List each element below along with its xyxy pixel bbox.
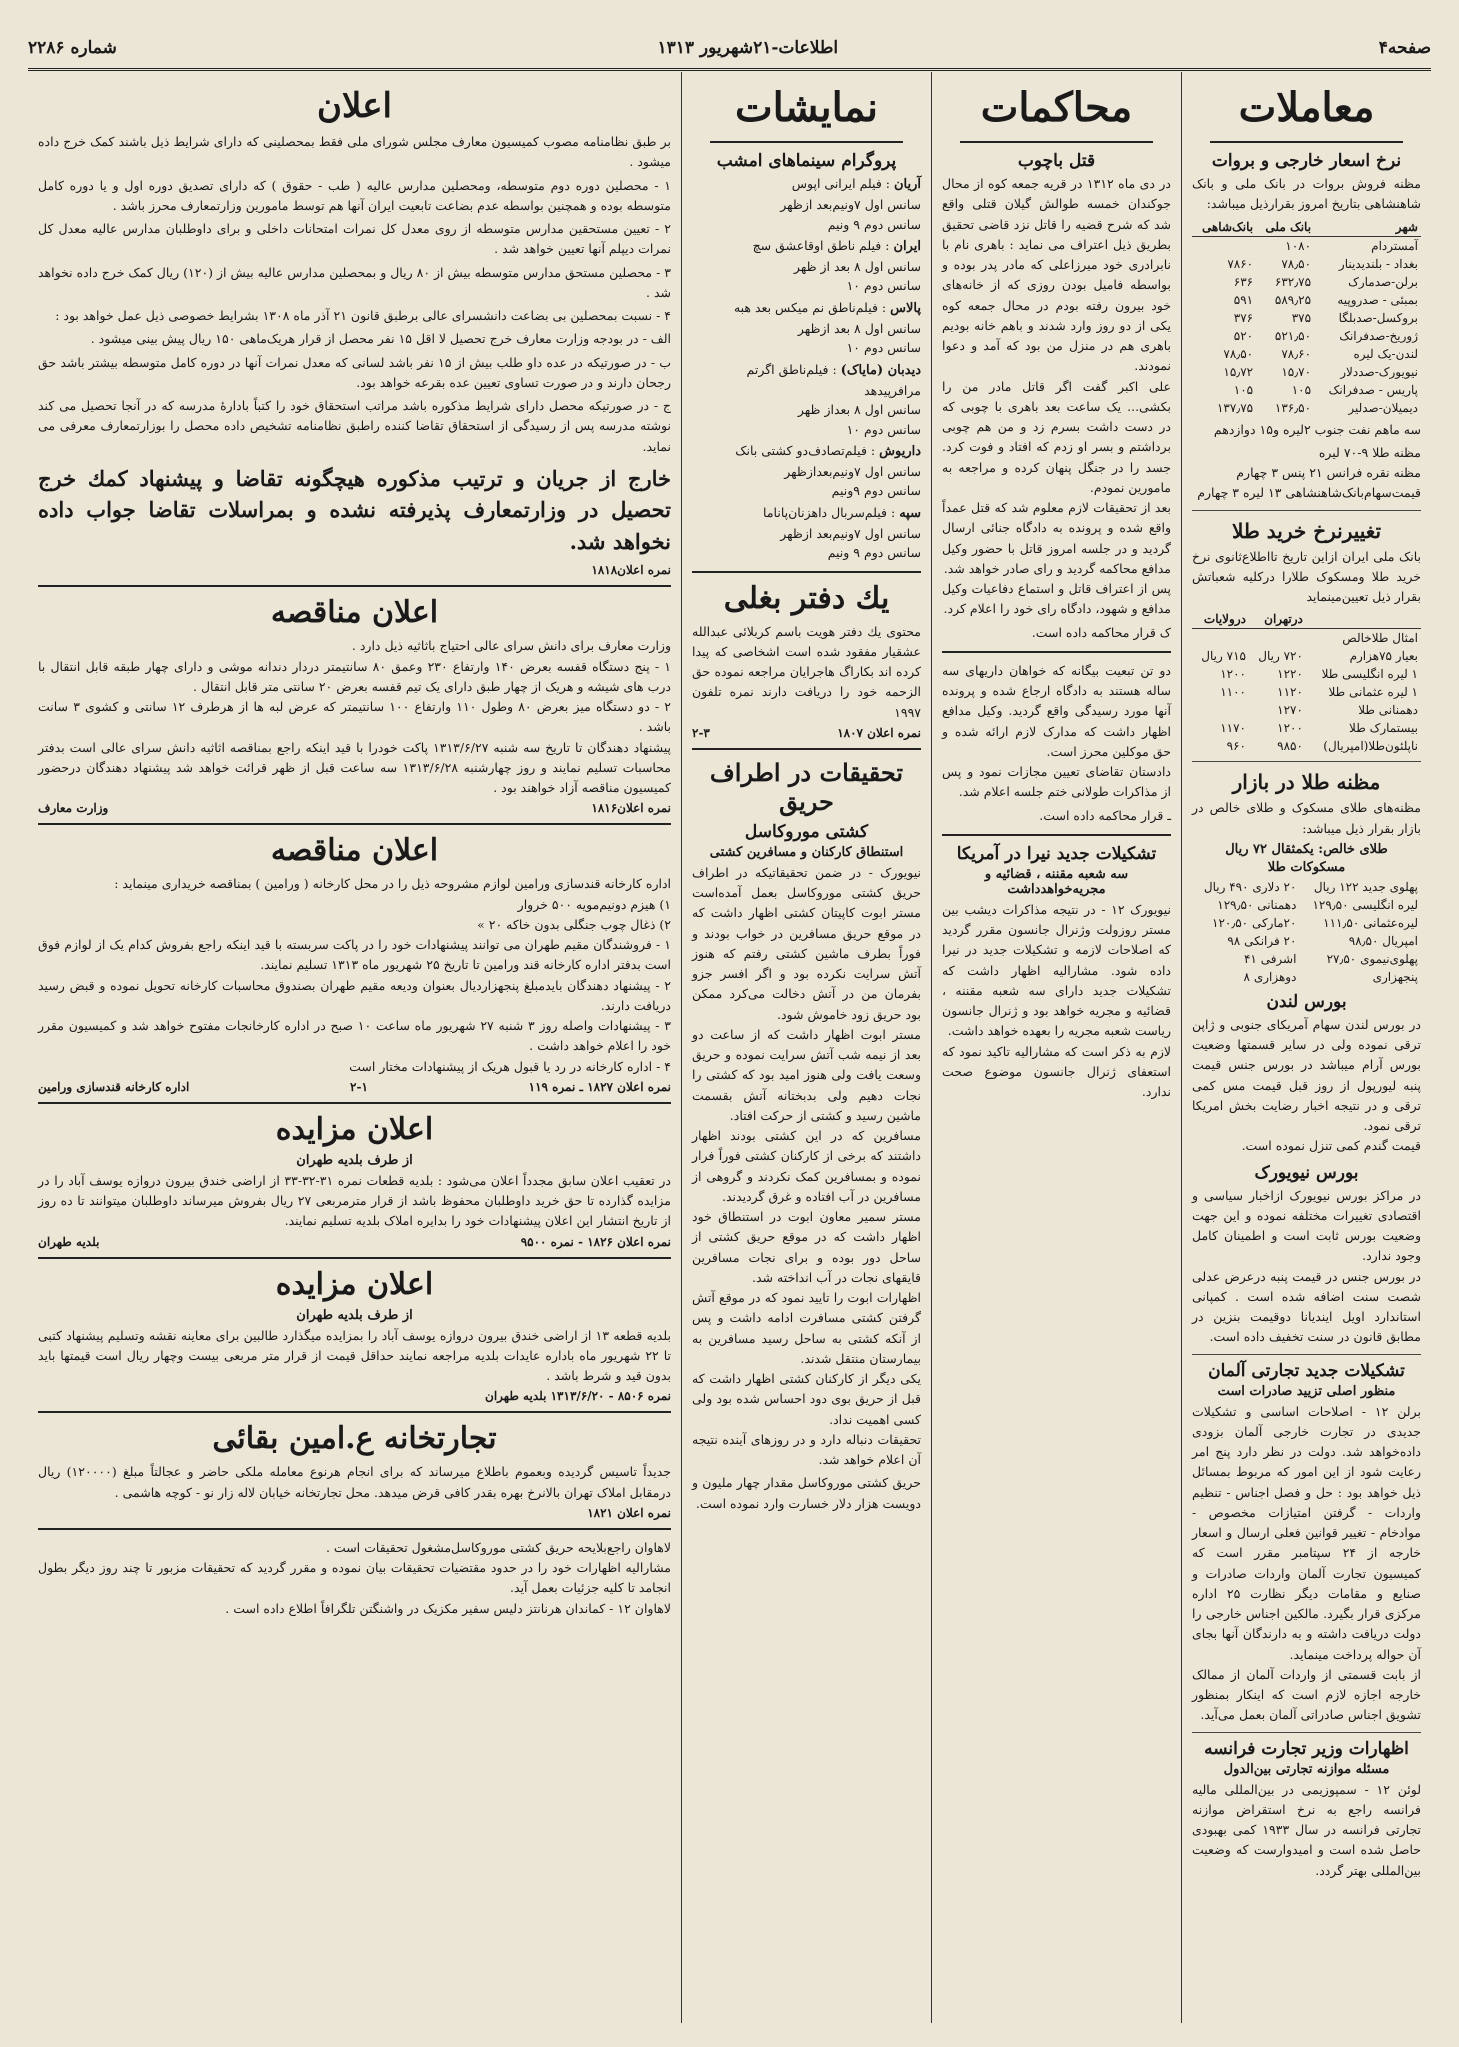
column-trials: [931, 72, 1181, 2023]
table-cell: بمبئی - صدروپیه: [1337, 292, 1418, 307]
table-cell: ۹۶۰: [1226, 739, 1246, 754]
table-cell: آمستردام: [1371, 238, 1418, 253]
table-header-cell: بانک‌شاهی: [1192, 218, 1256, 237]
cinema-item: سپه : فیلم‌سربال داهزنان‌پاناما سانس اول ۷ونیم‌بعد ازظهر سانس دوم ۹ ونیم: [763, 504, 921, 561]
tender1-footer: نمره اعلان۱۸۱۶ وزارت معارف: [38, 801, 671, 816]
cinema-name: دیدبان (مایاک): [840, 362, 921, 378]
table-cell: امثال طلاخالص: [1342, 631, 1418, 646]
table-cell: ۶۳۲٫۷۵: [1274, 274, 1312, 289]
table-row: [1192, 719, 1421, 737]
table-cell: لندن-یک لیره: [1353, 346, 1418, 361]
table-row: [1192, 932, 1421, 950]
ny-title: بورس نیویورک: [1254, 1162, 1359, 1183]
tender1-title: اعلان مناقصه: [270, 595, 439, 631]
cinema-item: پالاس : فیلم‌ناطق نم میکس بعد هبه سانس اول ۸ بعد ازظهر سانس دوم ۱۰: [733, 299, 921, 356]
nira-sub: سه شعبه مقننه ، قضائیه و مجریه‌خواهدداشت: [984, 866, 1129, 897]
table-cell: ۱۱۲۰: [1277, 685, 1303, 700]
table-cell: امپریال ۹۸٫۵۰: [1348, 933, 1418, 948]
cinema-film: فیلم‌ناطق نم میکس بعد هبه: [733, 299, 878, 315]
cinema-name: سپه: [899, 505, 921, 521]
notice-item: ۱ - محصلین دوره دوم متوسطه، ومحصلین مدارس عالیه ( طب - حقوق ) که دارای تصدیق دوره اول و یا دوره کامل متوسطه بوده و همچنین بواسطه عدم بضاعت تابعیت ایران آنها هم توسط مامورین وزارتمعارف محرز باشد .: [38, 177, 671, 213]
auction2-title: اعلان مزایده: [275, 1266, 434, 1302]
cinema-session: سانس اول ۸ بعداز ظهر: [797, 402, 921, 418]
table-cell: دهمنانی طلا: [1358, 703, 1418, 718]
table-header-cell: بانک ملی: [1256, 218, 1314, 237]
trade-house-title: تجارتخانه ع.امین بقائی: [212, 1421, 497, 1457]
table-cell: [1192, 629, 1249, 648]
table-row: [1192, 399, 1421, 417]
trade-house-footer: نمره اعلان ۱۸۲۱: [587, 1505, 671, 1520]
table-cell: ۱۲۰۰: [1220, 667, 1246, 682]
german-text: برلن ۱۲ - اصلاحات اساسی و تشکیلات جدیدی در تجارت خارجی آلمان بزودی داده‌خواهد شد. دولت در نظر دارد پنج امر رعایت شود از این امور که مربوط بمسائل ذیل خواهد بود : حل و فصل اجناس - تنظیم واردات - گرفتن امتیازات مخصوص - مواد‌خام - تغییر قوانین فعلی ارسال و اسعار خارجه از ۲۴ سپتامبر مقرر است که کمیسیون تجارت آلمان واردات صادرات و صنایع و مقامات دیگر نظارت ۲۵ اداره مرکزی قرار بگیرد. مالکین اجناس خارجی را دولت دریافت داشته و به دارندگان آنها بجای آن حواله پرداخت مینماید. از بابت قسمتی از واردات آلمان از ممالک خارجه اجازه لازم است که اینکار بمنظور تشویق اجناس صادراتی آلمان بعمل می‌آید.: [1192, 1403, 1421, 1723]
table-cell: ۵۸۹٫۲۵: [1274, 292, 1312, 307]
rates-intro: مظنه فروش بروات در بانک ملی و بانک شاهنشاهی بتاریخ امروز بقرارذیل میباشد:: [1192, 176, 1421, 212]
nira-title: تشکیلات جدید نیرا در آمریکا: [956, 843, 1157, 864]
table-cell: بعیار ۷۵هزارم: [1349, 649, 1418, 664]
auction1-title: اعلان مزایده: [275, 1111, 434, 1147]
cinema-session: سانس اول ۸ بعد از ظهر: [793, 259, 921, 275]
rates-note: سه ماهم نفت جنوب ۲لیره و۱۵ دوازدهم: [1213, 421, 1421, 437]
cinema-session: سانس دوم ۹ونیم: [831, 483, 921, 499]
table-cell: ۱۰۵: [1291, 382, 1312, 397]
notice-title: اعلان: [317, 86, 392, 126]
issue-number: شماره ۲۲۸۶: [28, 38, 117, 58]
section-title-trials: محاکمات: [980, 84, 1133, 131]
exchange-rates-table: [1192, 218, 1421, 417]
german-title: تشکیلات جدید تجارتی آلمان: [1208, 1360, 1405, 1381]
issue-date: اطلاعات-۲۱شهریور ۱۳۱۳: [657, 38, 839, 58]
section-title-shows: نمایشات: [734, 84, 879, 131]
cinema-item: ایران : فیلم ناطق اوقاعشق سچ سانس اول ۸ بعد از ظهر سانس دوم ۱۰: [752, 237, 921, 294]
cinema-film: فیلم ایرانی اپوس: [791, 176, 882, 191]
auction1-text: در تعقیب اعلان سابق مجدداً اعلان می‌شود : بلدیه قطعات نمره ۳۱-۳۲-۳۳ از اراضی خندق بیرون دروازه یوسف آباد را در مزایده گذارده تا حق خرید داوطلبان محفوظ باشد از قرار مترمربعی ۲۷ ریال بفروش میرساند داوطلبان میتوانند تا ده روز از تاریخ انتشار این اعلان پیشنهادات خود را بدایره املاک بلدیه تسلیم نمایند.: [38, 1172, 671, 1229]
cinema-session: سانس دوم ۹ ونیم: [827, 216, 921, 232]
cinema-name: پالاس: [890, 300, 921, 316]
notice-footer: نمره اعلان۱۸۱۸: [591, 563, 671, 578]
table-row: [1192, 236, 1421, 255]
cinema-session: سانس دوم ۹ ونیم: [827, 545, 921, 561]
notice-bold: خارج از جریان و ترتیب مذکوره هیچگونه تقاضا و پیشنهاد کمك خرج تحصیل در وزارتمعارف پذیرفته نشده و بمراسلات تقاضا جواب داده نخواهد شد.: [38, 465, 671, 554]
cinema-film: فیلم‌تصادف‌دو کشتی بانک: [735, 442, 867, 458]
table-cell: ۶۳۶: [1233, 274, 1254, 289]
table-cell: ۱۱۰۰: [1220, 685, 1246, 700]
rates-title: نرخ اسعار خارجی و بروات: [1211, 151, 1402, 171]
france-title: اظهارات وزیر تجارت فرانسه: [1204, 1738, 1409, 1759]
table-row: [1192, 291, 1421, 309]
table-row: [1192, 255, 1421, 273]
notice-item: ۳ - محصلین مستحق مدارس متوسطه بیش از ۸۰ ریال و بمحصلین مدارس عالیه بیش از (۱۲۰) ریال کمک خرج داده نخواهد شد .: [38, 264, 672, 300]
table-cell: ۵۲۰: [1233, 328, 1254, 343]
cinema-list: [692, 174, 921, 563]
table-cell: ۵۲۱٫۵۰: [1274, 328, 1312, 343]
table-cell: ۲۰مارکی ۱۲۰٫۵۰: [1212, 915, 1297, 930]
auction2-sub: از طرف بلدیه طهران: [296, 1307, 413, 1323]
cinema-item: دیدبان (مایاک) : فیلم‌ناطق اگرتم مرافرپیدهد سانس اول ۸ بعداز ظهر سانس دوم ۱۰: [746, 361, 921, 437]
table-cell: دیمیلان-صدلیر: [1348, 400, 1418, 415]
coins-table: [1192, 878, 1421, 986]
london-title: بورس لندن: [1266, 991, 1347, 1012]
fire-end: حریق کشتی موروکاسل مقدار چهار ملیون و دویست هزار دلار خسارت وارد نموده است.: [692, 1475, 921, 1511]
table-cell: دهمنانی ۱۲۹٫۵۰: [1217, 897, 1297, 912]
auction1-footer: نمره اعلان ۱۸۲۶ - نمره ۹۵۰۰ بلدیه طهران: [38, 1234, 671, 1249]
table-cell: دوهزاری ۸: [1243, 969, 1297, 984]
bazaar-intro: مظنه‌های طلای مسکوک و طلای خالص در بازار بقرار ذیل میباشد:: [1192, 800, 1421, 836]
table-cell: ۱۰۵: [1233, 382, 1254, 397]
table-cell: ۱۱۷۰: [1220, 721, 1246, 736]
table-cell: ۱۳۷٫۷۵: [1216, 400, 1254, 415]
table-cell: ۲۰ دلاری ۴۹۰ ریال: [1203, 879, 1297, 894]
tender2-title: اعلان مناقصه: [270, 833, 439, 869]
ny-text: در مراکز بورس نیویورک ازاخبار سیاسی و اقتصادی تغییرات مختلفه نموده و این جهت وضعیت بورس ثابت است و اطمینان کامل وجود ندارد. در بورس جنس در قیمت پنبه درعرض عدلی شصت سنت اضافه شده است . کمپانی استاندارد اویل ایندیانا دوقیمت بنزین در مطابق قانون در سنت تخفیف داده است.: [1192, 1187, 1421, 1345]
cinema-name: ایران: [893, 238, 921, 254]
notice-item: ج - در صورتیکه محصل دارای شرایط مذکوره باشد مراتب استحقاق خود را کتباً بادارهٔ مدرسه که در آنجا تحصیل می کند نوشته مدرسه پس از رسیدگی از استحقاق تقاضا کننده راطبق نظامنامه تشخیص داده محصل را بوزارتمعارف معرفی می نماید.: [38, 398, 671, 454]
table-header-cell: [1306, 610, 1421, 629]
bazaar-title: مظنه طلا در بازار: [1232, 770, 1381, 795]
table-header-cell: درتهران: [1249, 610, 1306, 629]
table-cell: ۲۰ فرانکی ۹۸: [1227, 933, 1297, 948]
table-cell: ۱۲۷۰: [1277, 703, 1303, 718]
table-row: [1192, 647, 1421, 665]
table-cell: [1192, 701, 1249, 719]
table-row: [1192, 327, 1421, 345]
table-cell: ۱۰۸۰: [1285, 238, 1312, 253]
table-row: [1192, 629, 1421, 648]
table-cell: ۷۸٫۵۰: [1223, 346, 1254, 361]
table-cell: بروکسل-صدبلگا: [1338, 310, 1418, 325]
table-row: [1192, 381, 1421, 399]
lost-notebook-title: یك دفتر بغلی: [723, 580, 890, 616]
cinema-film: فیلم‌ناطق اگرتم مرافرپیدهد: [746, 361, 921, 398]
case2-text: دو تن تبعیت بیگانه که خواهان داریهای سه ساله هستند به دادگاه ارجاع شده و پرونده آنها مورد رسیدگی واقع گردید. وکیل مدافع اظهار داشت که مدارک لازم ارائه شده و حق موکلین محرز است. دادستان تقاضای تعیین مجازات نمود و پس از مذاکرات طولانی ختم جلسه اعلام شد.: [942, 662, 1171, 800]
section-title-transactions: معاملات: [1238, 84, 1375, 131]
france-sub: مسئله موازنه تجارتی بین‌الدول: [1223, 1761, 1390, 1777]
table-cell: ۱ لیره عثمانی طلا: [1328, 685, 1418, 700]
gold-price-table: [1192, 610, 1421, 755]
fire-title: تحقیقات در اطراف حریق: [709, 757, 904, 816]
fire-sub: کشتی موروکاسل: [744, 821, 869, 842]
table-row: [1192, 701, 1421, 719]
notice-intro: بر طبق نظامنامه مصوب کمیسیون معارف مجلس شورای ملی فقط بمحصلینی که دارای شرایط ذیل باشند کمک خرج داده میشود .: [38, 134, 671, 170]
notice-item: ۴ - نسبت بمحصلین بی بضاعت دانشسرای عالی برطبق قانون ۲۱ آذر ماه ۱۳۰۸ بشرایط خصوصی ذیل عمل خواهد بود :: [55, 308, 671, 323]
table-cell: [1249, 629, 1306, 648]
table-row: [1192, 878, 1421, 896]
notice-item: ۲ - تعیین مستحقین مدارس متوسطه از روی معدل کل نمرات امتحانات داخلی و برای داوطلبان مدارس عالیه معدل کل نمرات دیپلم آنها تعیین خواهد شد .: [38, 221, 671, 257]
table-cell: پهلوی جدید ۱۲۲ ریال: [1313, 879, 1418, 894]
table-cell: ۱۲۰۰: [1277, 721, 1303, 736]
cinema-item: آریان : فیلم ایرانی اپوس سانس اول ۷ونیم‌بعد ازظهر سانس دوم ۹ ونیم: [780, 176, 921, 232]
cinema-session: سانس دوم ۱۰: [846, 340, 921, 356]
table-cell: لیره‌عثمانی ۱۱۱٫۵۰: [1323, 915, 1418, 930]
notice-item: ب - در صورتیکه در عده داو طلب بیش از ۱۵ نفر باشد لسانی که معدل نمرات آنها در دوره کامل متوسطه بیشتر باشد حق رجحان دارند و در صورت تساوی تعیین عده بقرعه خواهد بود.: [38, 354, 671, 390]
table-row: [1192, 273, 1421, 291]
tender2-text: اداره کارخانه قندسازی ورامین لوازم مشروحه ذیل را در محل کارخانه ( ورامین ) بمناقصه خریداری مینماید : ۱) هیزم دونیم‌مویه ۵۰۰ خروار ۲) ذغال چوب جنگلی بدون خاکه ۲۰ » ۱ - فروشندگان مقیم طهران می توانند پیشنهادات خود را در پاکت سربسته با قید اینکه راجع بفروش کدام یک از لوازم فوق است بدفتر اداره کارخانه قند ورامین تا تاریخ ۲۵ شهریور ماه ۱۳۱۳ تسلیم نمایند. ۲ - پیشنهاد دهندگان بایدمبلغ پنجهزاردیال بعنوان ودیعه مقیم طهران بصندوق محاسبات کارخانه تحویل نموده و قبض رسید دریافت دارند. ۳ - پیشنهادات واصله روز ۳ شنبه ۲۷ شهریور ماه ساعت ۱۰ صبح در اداره کارخانجات مفتوح خواهد شد و کمیسیون مقرر خود را اعلام خواهد داشت . ۴ - اداره کارخانه در رد یا قبول هریک از پیشنهادات مختار است: [38, 876, 671, 1074]
fire-text: نیویورک - در ضمن تحقیقاتیکه در اطراف حریق کشتی موروکاسل بعمل آمده‌است مستر ابوت کاپیتان کشتی اظهار داشت که در موقع حریق مسافرین در خواب بودند و فوراً بطرف ماشین کشتی رفتم که هنوز آتش سرایت نکرده بود و اگر افسر جزو بفرمان من در آتش دخالت می‌کرد ممکن بود حریق زود خاموش شود. مستر ابوت اظهار داشت که از ساعت دو بعد از نیمه شب آتش سرایت نموده و حریق وسعت یافت ولی هنوز امید بود که کشتی را نجات دهیم ولی بدبختانه آتش بقسمت ماشین رسید و کشتی از حرکت افتاد. مسافرین که در این کشتی بودند اظهار داشتند که برخی از کارکنان کشتی فوراً فرار نموده و بمسافرین کمک نکردند و گروهی از مسافرین در آب افتاده و غرق گردیدند. مستر سمیر معاون ابوت در استنطاق خود اظهار داشت که در موقع حریق کشتی از ساحل دور بوده و برای نجات مسافرین قایقهای نجات در آب انداخته شد. اظهارات ابوت را تایید نمود که در موقع آتش گرفتن کشتی مسافرت ادامه داشت و پس از آنکه کشتی به ساحل رسید مسافرین به بیمارستان منتقل شدند. یکی دیگر از کارکنان کشتی اظهار داشت که قبل از حریق بوی دود احساس شده بود ولی کسی اهمیت نداد. تحقیقات دنباله دارد و در روزهای آینده نتیجه آن اعلام خواهد شد.: [692, 864, 921, 1468]
table-cell: ۱۳۶٫۵۰: [1274, 400, 1312, 415]
table-row: [1192, 950, 1421, 968]
gold-change-text: بانک ملی ایران ازاین تاریخ تااطلاع‌ثانوی نرخ خرید طلا ومسکوک طلارا درکلیه شعباتش بقرار ذیل تعیین‌مینماید: [1192, 548, 1421, 604]
france-text: لوئن ۱۲ - سمپوزیمی در بین‌المللی مالیه فرانسه راجع به نرخ استقراض موازنه تجارتی فرانسه در سال ۱۹۳۳ کمی بهبودی حاصل شده است و امیدوارست که وضعیت بین‌المللی بهتر گردد.: [1192, 1781, 1421, 1878]
table-header-cell: شهر: [1314, 218, 1421, 237]
lost-notebook-text: محتوی یك دفتر هویت باسم کربلائی عبدالله عشقیار مفقود شده است اشخاصی که پیدا کرده اند بکاراگ هاجرایان مراجعه نموده حق الزحمه خود را دریافت دارند نمره تلفون ۱۹۹۷: [692, 623, 921, 720]
cinema-session: سانس اول ۷ونیم‌بعد ازظهر: [780, 197, 921, 213]
case2-end: ـ قرار محاکمه داده است.: [1039, 807, 1171, 823]
table-cell: ۳۷۶: [1233, 310, 1254, 325]
table-cell: ۱۲۲۰: [1277, 667, 1303, 682]
column-transactions: [1181, 72, 1431, 2023]
table-cell: ۵۹۱: [1233, 292, 1254, 307]
gold-change-title: تغییرنرخ خرید طلا: [1231, 518, 1382, 543]
table-cell: اشرفی ۴۱: [1243, 951, 1297, 966]
notice-items: [38, 176, 671, 457]
case1-end: ک قرار محاکمه داده است.: [1031, 624, 1171, 640]
cinema-film: فیلم‌سربال داهزنان‌پاناما: [763, 504, 888, 520]
table-cell: پنجهزاری: [1372, 969, 1418, 984]
auction1-sub: از طرف بلدیه طهران: [296, 1152, 413, 1168]
case1-text: در دی ماه ۱۳۱۲ در قریه جمعه کوه از محال جوکندان خمسه طوالش گیلان قتلی واقع شد که شرح قضیه را قاتل نزد قاضی تحقیق بطریق ذیل اعتراف می نماید : باهری نام با نابرادری خود میرزاعلی که مادر پدر بوده و بواسطه فامیل بودن روزی که از خانه‌های خود بیرون رفته بودم در محال جمعه کوه یکی از دو روز وارد شدند و باهم خانه بودیم باهری هم در منزل من بود که آمد و دعوا نمودند. علی اکبر گفت اگر قاتل مادر من را بکشی... یک ساعت بعد باهری با چوبی که در دست داشت بسرم زد و من هم چوبی برداشتم و بسر او زدم که افتاد و فوت کرد. جسد را در جنگل پنهان کرده و مراجعه به مامورین نمودم. بعد از تحقیقات لازم معلوم شد که قتل عمداً واقع شده و پرونده به دادگاه جنائی ارسال گردید و در جلسه امروز قاتل با حضور وکیل مدافع محاکمه گردید و رای صادر خواهد شد. پس از اعتراف قاتل و استماع دفاعیات وکیل مدافع و شهود، دادگاه رای خود را اعلام کرد.: [942, 176, 1171, 617]
table-cell: ۳۷۵: [1291, 310, 1312, 325]
cinema-session: سانس اول ۸ بعد ازظهر: [797, 320, 921, 336]
table-cell: ۱۵٫۷۲: [1223, 364, 1254, 379]
table-cell: برلن-صدمارک: [1348, 274, 1418, 289]
table-cell: [1192, 236, 1256, 255]
cinema-item: داریوش : فیلم‌تصادف‌دو کشتی بانک سانس اول ۷ونیم‌بعدازظهر سانس دوم ۹ونیم: [735, 442, 921, 499]
columns: [28, 72, 1431, 2023]
cinema-session: سانس دوم ۱۰: [846, 278, 921, 294]
cinema-session: سانس دوم ۱۰: [846, 421, 921, 437]
cinema-name: آریان: [893, 177, 921, 192]
table-cell: ۱ لیره انگلیسی طلا: [1321, 667, 1418, 682]
auction2-text: بلدیه قطعه ۱۳ از اراضی خندق بیرون دروازه یوسف آباد را بمزایده میگذارد طالبین برای معاینه نقشه وتسلیم پیشنهاد کتبی تا ۲۲ شهریور ماه باداره عایدات بلدیه مراجعه نمایند حداقل قیمت از قرار متر مربعی بیست وچهار ریال است قیمتها باید بدون قید و شرط باشد .: [38, 1327, 671, 1383]
cinema-session: سانس اول ۷ونیم‌بعد ازظهر: [780, 525, 921, 541]
bazaar-pure-gold: طلای خالص: یکمثقال ۷۲ ریال: [1225, 841, 1388, 857]
column-notices: [28, 72, 681, 2023]
london-text: در بورس لندن سهام آمریکای جنوبی و ژاپن ترقی نموده ولی در سایر قسمتها وضعیت بورس آرام میباشد در بورس جنس قیمت پنبه لیورپول از روز قبل قیمت مس کمی ترقی و در نتیجه اخبار رضایت بخش امریکا ترقی نمود. قیمت گندم کمی تنزل نموده است.: [1192, 1016, 1421, 1154]
nira-text: نیویورک ۱۲ - در نتیجه مذاکرات دیشب بین مستر روزولت وژنرال جانسون مقرر گردید که اصلاحات لازمه و تشکیلات جدید در نیرا داده شود. مشارالیه اظهار داشت که تشکیلات جدید دارای سه شعبه مقننه ، قضائیه و مجریه خواهد بود و ژنرال جانسون ریاست شعبه مجریه را بعهده خواهد داشت. لازم به ذکر است که مشارالیه تاکید نمود که استعفای ژنرال جانسون موضوع صحت ندارد.: [942, 901, 1172, 1099]
table-row: [1192, 737, 1421, 755]
table-cell: ۱۵٫۷۰: [1281, 364, 1312, 379]
case1-title: قتل باچوب: [1017, 151, 1096, 171]
lost-notebook-footer: نمره اعلان ۱۸۰۷ ۲-۳: [692, 725, 921, 740]
table-cell: ژوریخ-صدفرانک: [1339, 328, 1418, 343]
cinema-session: سانس اول ۷ونیم‌بعدازظهر: [784, 464, 921, 480]
table-cell: ۷۱۵ ریال: [1201, 649, 1246, 664]
cinema-film: فیلم ناطق اوقاعشق سچ: [752, 237, 882, 253]
fire-sub2: استنطاق کارکنان و مسافرین کشتی: [709, 844, 904, 860]
table-cell: ۷۸٫۵۰: [1281, 256, 1312, 271]
table-row: [1192, 896, 1421, 914]
tender1-text: وزارت معارف برای دانش سرای عالی احتیاج باثاثیه ذیل دارد . ۱ - پنج دستگاه قفسه بعرض ۱۴۰ وارتفاع ۲۳۰ وعمق ۸۰ سانتیمتر دردار دندانه موشی و دارای چهار طبقه قابل انتقال با درب های شیشه و هریک از چهار طبق دارای یک تیم قفسه بعرض ۲۰ سانتی متر قابل انتقال . ۲ - دو دستگاه میز بعرض ۸۰ وطول ۱۱۰ وارتفاع ۱۰۰ سانتیمتر که عرض لبه ها از هرطرف ۱۲ سانتی و کشوی ۳ سانت باشد . پیشنهاد دهندگان تا تاریخ سه شنبه ۱۳۱۳/۶/۲۷ پاکت خودرا با قید اینکه راجع بمناقصه اثاثیه دانش سرای عالی است بدفتر محاسبات تسلیم نمایند و روز چهارشنبه ۱۳۱۳/۶/۲۸ سه ساعت قبل از ظهر قرائت خواهد شد پیشنهاد دهندگان درحضور کمیسیون مناقصه آزاد خواهند بود .: [38, 638, 672, 795]
table-cell: ناپلئون‌طلا(امپریال): [1323, 739, 1418, 754]
table-row: [1192, 914, 1421, 932]
table-cell: پهلوی‌نیموی ۲۷٫۵۰: [1326, 951, 1418, 966]
page-number: صفحه۴: [1378, 38, 1431, 58]
bottom-text: لاهاوان راجع‌بلایحه حریق کشتی موروکاسل‌مشغول تحقیقات است . مشارالیه اظهارات خود را در حدود مقتضیات تحقیقات بیان نموده و مقرر گردید که تحقیقات مزبور تا چند روز دیگر بطول انجامد تا کلیه جزئیات بعمل آید. لاهاوان ۱۲ - کماندان هرنانتز دلیس سفیر مکزیک در واشنگتن تلگرافاً اطلاع داده است .: [38, 1539, 671, 1616]
auction2-footer: نمره ۸۵۰۶ - ۱۳۱۳/۶/۲۰ بلدیه طهران: [485, 1389, 671, 1404]
table-cell: بیستمارک طلا: [1349, 721, 1418, 736]
table-row: [1192, 683, 1421, 701]
tender2-footer: نمره اعلان ۱۸۲۷ ـ نمره ۱۱۹ ۲-۱ اداره کارخانه قندسازی ورامین: [38, 1079, 671, 1094]
trade-house-text: جدیداً تاسیس گردیده وبعموم باطلاع میرساند که برای انجام هرنوع معامله ملکی حاضر و عجالتاً مبلغ (۱۲۰۰۰۰) ریال درمقابل املاک تهران بالانرخ بهره بقدر کافی قرض میدهد. محل تجارتخانه خیابان لاله زار نو - کوچه هاشمی .: [38, 1464, 671, 1500]
notice-item: الف - در بودجه وزارت معارف خرج تحصیل لا اقل ۱۵ نفر محصل از قرار هریک‌ماهی ۱۵۰ ریال پیش بینی میشود .: [90, 331, 671, 347]
table-cell: ۷۲۰ ریال: [1258, 649, 1303, 664]
gold-note: مظنه طلا ۹-۷۰ لیره مظنه نقره فرانس ۲۱ پنس ۳ چهارم قیمت‌سهام‌بانک‌شاهنشاهی ۱۳ لیره ۳ چهارم: [1197, 444, 1421, 501]
table-header-cell: درولایات: [1192, 610, 1249, 629]
table-row: [1192, 363, 1421, 381]
table-row: [1192, 968, 1421, 986]
cinema-name: داریوش: [879, 443, 921, 459]
table-cell: نیویورک-صددلار: [1340, 364, 1418, 379]
table-cell: ۷۸۶۰: [1227, 256, 1254, 271]
column-shows: [681, 72, 931, 2023]
page-header: [28, 28, 1431, 71]
table-cell: ۹۸۵۰: [1277, 739, 1303, 754]
table-cell: لیره انگلیسی ۱۲۹٫۵۰: [1312, 897, 1418, 912]
german-sub: منظور اصلی تزیید صادرات است: [1217, 1383, 1396, 1399]
table-cell: بغداد - بلندیدینار: [1338, 256, 1418, 271]
table-row: [1192, 665, 1421, 683]
table-cell: پاریس - صدفرانک: [1328, 382, 1418, 397]
table-row: [1192, 345, 1421, 363]
coins-title: مسکوکات طلا: [1267, 859, 1346, 875]
table-cell: ۷۸٫۶۰: [1281, 346, 1312, 361]
table-row: [1192, 309, 1421, 327]
cinema-program-title: پروگرام سینماهای امشب: [716, 151, 897, 171]
